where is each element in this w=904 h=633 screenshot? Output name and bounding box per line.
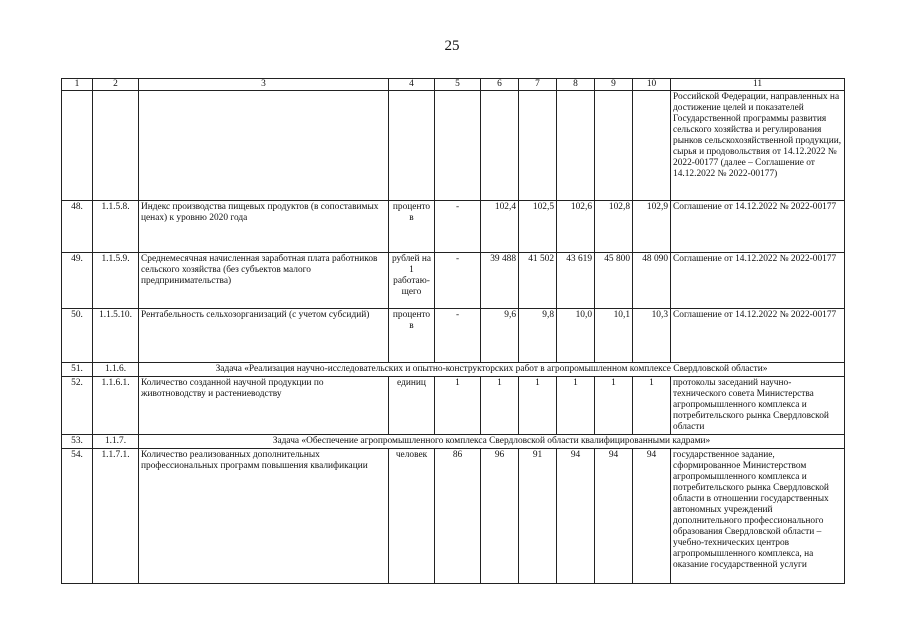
indicator-name: Рентабельность сельхозорганизаций (с учетом субсидий) [139, 309, 389, 363]
column-number-row [62, 79, 845, 91]
value-cell: 10,0 [557, 309, 595, 363]
column-header: 1 [62, 79, 93, 91]
unit-cell: единиц [389, 377, 435, 435]
table-row [62, 377, 845, 435]
row-code: 1.1.5.10. [93, 309, 139, 363]
value-cell: 94 [595, 449, 633, 584]
base-value: - [435, 309, 481, 363]
column-header: 5 [435, 79, 481, 91]
column-header: 8 [557, 79, 595, 91]
value-cell: 1 [595, 377, 633, 435]
source-cell: Российской Федерации, направленных на достижение целей и показателей Государственной программы развития сельского хозяйства и регулирования рынков сельскохозяйственной продукции, сырья и продовольствия от 14.12.2022 № 2022-00177 (далее – Соглашение от 14.12.2022 № 2022-00177) [671, 91, 845, 201]
value-cell: 102,6 [557, 201, 595, 253]
unit-cell: рублей на 1 работаю-щего [389, 253, 435, 309]
section-title: Задача «Реализация научно-исследовательских и опытно-конструкторских работ в агропромышленном комплексе Свердловской области» [139, 363, 845, 377]
row-code: 1.1.6. [93, 363, 139, 377]
unit-cell: человек [389, 449, 435, 584]
value-cell: 102,4 [481, 201, 519, 253]
table-row [62, 201, 845, 253]
base-value: - [435, 253, 481, 309]
column-header: 7 [519, 79, 557, 91]
row-code: 1.1.7.1. [93, 449, 139, 584]
indicator-name: Количество реализованных дополнительных профессиональных программ повышения квалификации [139, 449, 389, 584]
value-cell: 94 [633, 449, 671, 584]
row-code: 1.1.5.9. [93, 253, 139, 309]
value-cell: 1 [633, 377, 671, 435]
column-header: 6 [481, 79, 519, 91]
base-value: 1 [435, 377, 481, 435]
indicator-name: Среднемесячная начисленная заработная плата работников сельского хозяйства (без субъектов малого предпринимательства) [139, 253, 389, 309]
value-cell: 1 [481, 377, 519, 435]
column-header: 10 [633, 79, 671, 91]
column-header: 9 [595, 79, 633, 91]
page-number: 25 [444, 38, 460, 54]
value-cell: 94 [557, 449, 595, 584]
row-code: 1.1.6.1. [93, 377, 139, 435]
source-cell: Соглашение от 14.12.2022 № 2022-00177 [671, 201, 845, 253]
value-cell: 10,1 [595, 309, 633, 363]
source-cell: государственное задание, сформированное Министерством агропромышленного комплекса и потребительского рынка Свердловской области в отношении государственных автономных учреждений дополнительного профессионального образования Свердловской области – учебно-технических центров агропромышленного комплекса, на оказание государственной услуги [671, 449, 845, 584]
value-cell: 39 488 [481, 253, 519, 309]
indicator-name: Количество созданной научной продукции по животноводству и растениеводству [139, 377, 389, 435]
row-number: 51. [62, 363, 93, 377]
row-number: 49. [62, 253, 93, 309]
section-row [62, 363, 845, 377]
base-value: 86 [435, 449, 481, 584]
section-row [62, 435, 845, 449]
table-row [62, 309, 845, 363]
indicators-table [61, 78, 845, 584]
value-cell: 102,8 [595, 201, 633, 253]
section-title: Задача «Обеспечение агропромышленного комплекса Свердловской области квалифицированными кадрами» [139, 435, 845, 449]
source-cell: Соглашение от 14.12.2022 № 2022-00177 [671, 253, 845, 309]
value-cell: 96 [481, 449, 519, 584]
source-cell: Соглашение от 14.12.2022 № 2022-00177 [671, 309, 845, 363]
value-cell: 45 800 [595, 253, 633, 309]
value-cell: 102,9 [633, 201, 671, 253]
value-cell: 43 619 [557, 253, 595, 309]
column-header: 3 [139, 79, 389, 91]
row-number: 54. [62, 449, 93, 584]
row-code: 1.1.5.8. [93, 201, 139, 253]
row-number: 52. [62, 377, 93, 435]
column-header: 2 [93, 79, 139, 91]
value-cell: 48 090 [633, 253, 671, 309]
source-cell: протоколы заседаний научно-технического совета Министерства агропромышленного комплекса и потребительского рынка Свердловской области [671, 377, 845, 435]
value-cell: 102,5 [519, 201, 557, 253]
row-number: 53. [62, 435, 93, 449]
unit-cell: процентов [389, 201, 435, 253]
indicator-name: Индекс производства пищевых продуктов (в сопоставимых ценах) к уровню 2020 года [139, 201, 389, 253]
table-row-continuation [62, 91, 845, 201]
value-cell: 1 [557, 377, 595, 435]
table-row [62, 253, 845, 309]
value-cell: 91 [519, 449, 557, 584]
row-number: 50. [62, 309, 93, 363]
value-cell: 9,8 [519, 309, 557, 363]
column-header: 11 [671, 79, 845, 91]
base-value: - [435, 201, 481, 253]
row-number: 48. [62, 201, 93, 253]
unit-cell: процентов [389, 309, 435, 363]
column-header: 4 [389, 79, 435, 91]
value-cell: 41 502 [519, 253, 557, 309]
value-cell: 9,6 [481, 309, 519, 363]
value-cell: 1 [519, 377, 557, 435]
table-row [62, 449, 845, 584]
value-cell: 10,3 [633, 309, 671, 363]
row-code: 1.1.7. [93, 435, 139, 449]
